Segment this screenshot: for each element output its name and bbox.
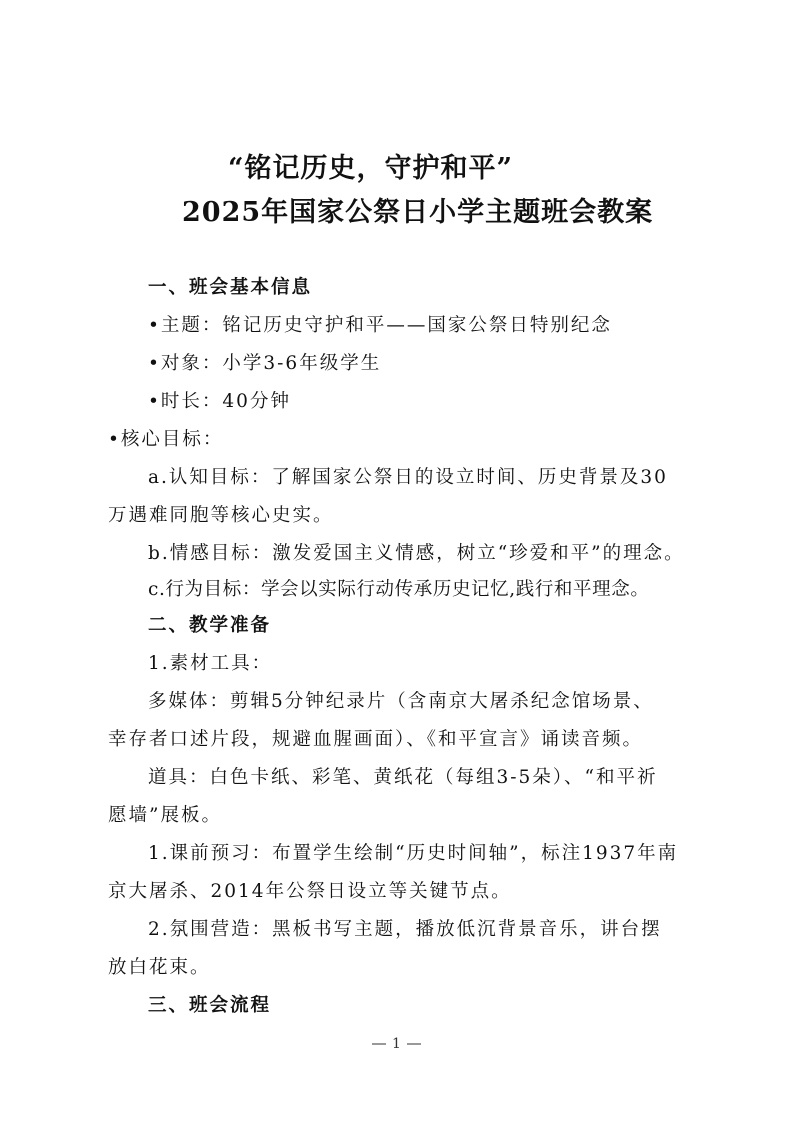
section-heading-process: 三、班会流程 (148, 995, 272, 1016)
atmosphere-line1: 2.氛围营造：黑板书写主题，播放低沉背景音乐，讲台摆 (148, 919, 662, 940)
materials-label: 1.素材工具： (148, 653, 273, 674)
goal-c: c.行为目标：学会以实际行动传承历史记忆,践行和平理念。 (148, 579, 650, 600)
props-line1: 道具：白色卡纸、彩笔、黄纸花（每组3-5朵）、“和平祈 (148, 767, 658, 788)
dash-decoration (372, 1043, 386, 1045)
preview-line1: 1.课前预习：布置学生绘制“历史时间轴”，标注1937年南 (148, 843, 679, 864)
props-line2: 愿墙”展板。 (108, 805, 222, 826)
dash-decoration (407, 1043, 421, 1045)
section-heading-basic-info: 一、班会基本信息 (148, 277, 313, 298)
document-title-line2: 2025年国家公祭日小学主题班会教案 (182, 197, 654, 228)
section-heading-preparation: 二、教学准备 (148, 615, 272, 636)
goal-b: b.情感目标：激发爱国主义情感，树立“珍爱和平”的理念。 (148, 543, 685, 564)
core-goals-label: •核心目标： (108, 429, 224, 450)
page-number-value: 1 (392, 1036, 401, 1052)
page-number (0, 1036, 793, 1052)
document-title-line1: “铭记历史，守护和平” (228, 153, 514, 184)
duration-line: •时长：40分钟 (148, 391, 291, 412)
multimedia-line1: 多媒体：剪辑5分钟纪录片（含南京大屠杀纪念馆场景、 (148, 691, 654, 712)
atmosphere-line2: 放白花束。 (108, 957, 211, 978)
preview-line2: 京大屠杀、2014年公祭日设立等关键节点。 (108, 881, 512, 902)
goal-a-line1: a.认知目标：了解国家公祭日的设立时间、历史背景及30 (148, 467, 668, 488)
audience-line: •对象：小学3-6年级学生 (148, 353, 382, 374)
theme-line: •主题：铭记历史守护和平——国家公祭日特别纪念 (148, 315, 612, 336)
multimedia-line2: 幸存者口述片段，规避血腥画面）、《和平宣言》诵读音频。 (108, 729, 644, 750)
goal-a-line2: 万遇难同胞等核心史实。 (108, 505, 334, 526)
